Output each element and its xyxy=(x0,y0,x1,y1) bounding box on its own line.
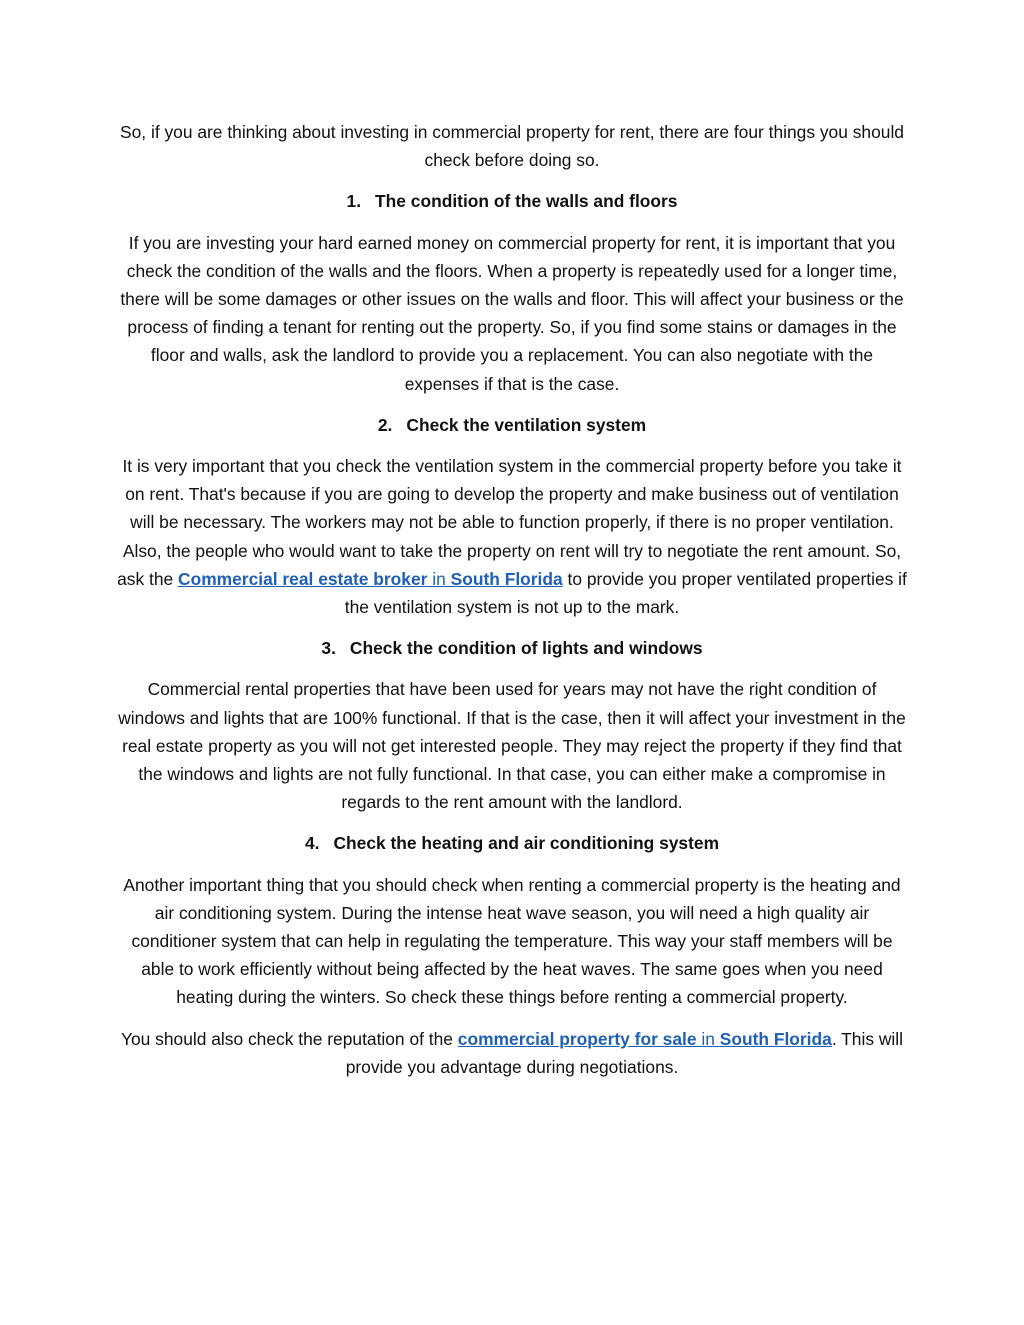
section-1-heading xyxy=(116,187,908,215)
section-3-body: Commercial rental properties that have been used for years may not have the right condition of windows and lights that are 100% functional. If that is the case, then it will affect your investment in the real estate property as you will not get interested people. They may reject the property if they find that the windows and lights are not fully functional. In that case, you can either make a compromise in regards to the rent amount with the landlord. xyxy=(118,679,906,813)
commercial-broker-link-text: Commercial real estate broker xyxy=(178,568,428,589)
closing-paragraph xyxy=(116,1025,908,1081)
closing-after: . This will provide you advantage during negotiations. xyxy=(345,1028,903,1077)
section-2-title: Check the ventilation system xyxy=(406,414,647,435)
section-3-number: 3. xyxy=(321,638,336,659)
section-1-body: If you are investing your hard earned money on commercial property for rent, it is important that you check the condition of the walls and the floors. When a property is repeatedly used for a longer time, there will be some damages or other issues on the walls and floor. This will affect your business or the process of finding a tenant for renting out the property. So, if you find some stains or damages in the floor and walls, ask the landlord to provide you a replacement. You can also negotiate with the expenses if that is the case. xyxy=(120,232,904,394)
section-2-body xyxy=(116,452,908,621)
closing-before: You should also check the reputation of the xyxy=(121,1028,458,1049)
commercial-broker-link[interactable] xyxy=(178,569,563,589)
section-4-number: 4. xyxy=(304,833,320,854)
property-for-sale-link[interactable] xyxy=(458,1029,832,1049)
section-1-number: 1. xyxy=(346,191,362,212)
property-for-sale-link-location: South Florida xyxy=(719,1028,832,1049)
section-3-heading xyxy=(116,634,908,662)
section-2-heading xyxy=(116,411,908,439)
commercial-broker-link-in: in xyxy=(427,568,451,589)
section-2-body-before: It is very important that you check the ventilation system in the commercial property before you take it on rent. That's because if you are going to develop the property and make business out of ventilation will be necessary. The workers may not be able to function properly, if there is no proper ventilation. Also, the people who would want to take the property on rent will try to negotiate the rent amount. So, ask the xyxy=(117,456,902,589)
section-4-body: Another important thing that you should check when renting a commercial property is the heating and air conditioning system. During the intense heat wave season, you will need a high quality air conditioner system that can help in regulating the temperature. This way your staff members will be able to work efficiently without being affected by the heat waves. The same goes when you need heating during the winters. So check these things before renting a commercial property. xyxy=(123,874,901,1008)
commercial-broker-link-location: South Florida xyxy=(450,568,563,589)
property-for-sale-link-text: commercial property for sale xyxy=(457,1028,697,1049)
section-2-body-after: to provide you proper ventilated properties if the ventilation system is not up to the mark. xyxy=(344,568,907,618)
intro-paragraph: So, if you are thinking about investing in commercial property for rent, there are four things you should check before doing so. xyxy=(120,122,904,171)
section-2-number: 2. xyxy=(377,414,393,435)
property-for-sale-link-in: in xyxy=(696,1028,720,1049)
section-4-title: Check the heating and air conditioning system xyxy=(333,833,720,854)
section-1-title: The condition of the walls and floors xyxy=(375,191,678,212)
section-3-title: Check the condition of lights and windows xyxy=(349,638,703,659)
document-page xyxy=(116,118,908,1094)
section-4-heading xyxy=(116,829,908,857)
